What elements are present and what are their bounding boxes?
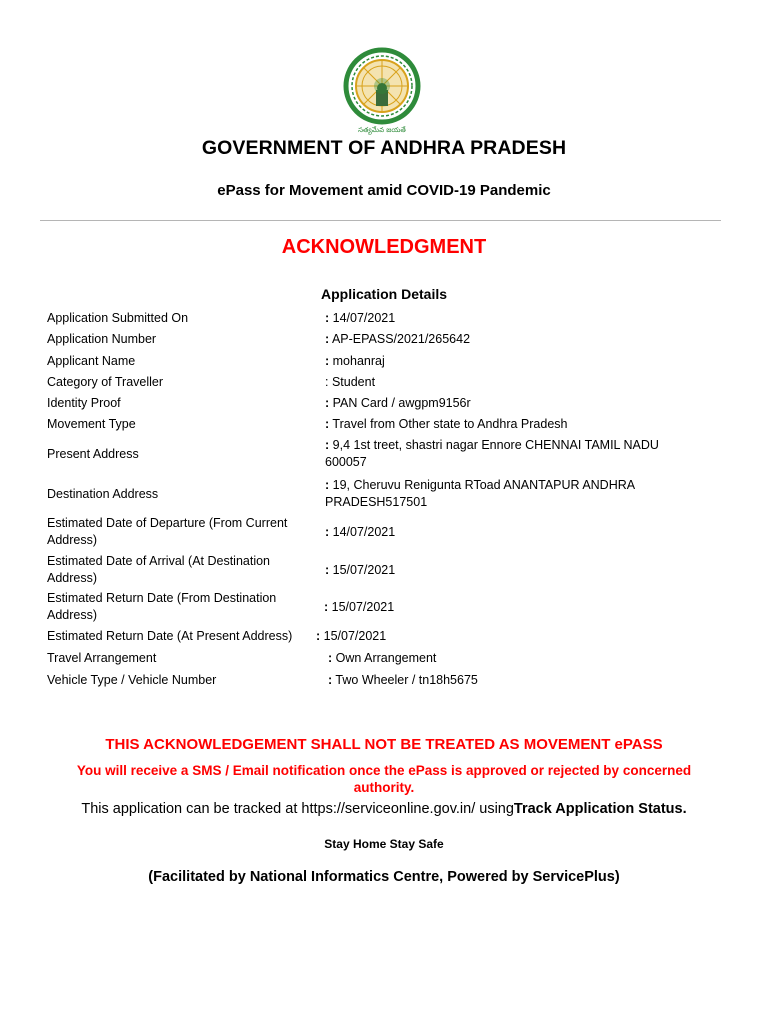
detail-label: Movement Type: [47, 417, 136, 431]
detail-label: Application Number: [47, 332, 157, 346]
detail-value: : Two Wheeler / tn18h5675: [328, 673, 478, 687]
andhra-pradesh-emblem-icon: [342, 46, 422, 136]
detail-value: : 19, Cheruvu Renigunta RToad ANANTAPUR ANDHRA PRADESH517501: [325, 478, 635, 509]
detail-label: Present Address: [47, 447, 139, 461]
track-prefix: This application can be tracked at https://serviceonline.gov.in/ using: [81, 801, 514, 817]
detail-label: Estimated Date of Departure (From Current Address): [47, 516, 288, 547]
detail-value: : 14/07/2021: [325, 525, 396, 539]
not-epass-warning: THIS ACKNOWLEDGEMENT SHALL NOT BE TREATED AS MOVEMENT ePASS: [105, 736, 663, 753]
facilitated-by-text: (Facilitated by National Informatics Centre, Powered by ServicePlus): [148, 869, 620, 885]
detail-label: Vehicle Type / Vehicle Number: [47, 673, 217, 687]
detail-label: Category of Traveller: [47, 375, 164, 389]
detail-value: : 15/07/2021: [325, 563, 396, 577]
detail-label: Estimated Return Date (At Present Address): [47, 629, 293, 643]
detail-label: Application Submitted On: [47, 311, 189, 325]
detail-value: : Travel from Other state to Andhra Pradesh: [325, 417, 568, 431]
application-details-heading: Application Details: [320, 286, 448, 302]
detail-value: : AP-EPASS/2021/265642: [325, 332, 471, 346]
detail-label: Travel Arrangement: [47, 651, 157, 665]
detail-label: Destination Address: [47, 487, 159, 501]
government-title: GOVERNMENT OF ANDHRA PRADESH: [201, 137, 567, 159]
acknowledgment-title: ACKNOWLEDGMENT: [281, 236, 487, 258]
sms-email-notice: You will receive a SMS / Email notification once the ePass is approved or rejected by concerned authority.: [76, 763, 692, 795]
detail-value: : Student: [325, 375, 376, 389]
detail-value: : mohanraj: [325, 354, 385, 368]
detail-value: : Own Arrangement: [328, 651, 437, 665]
detail-label: Estimated Return Date (From Destination Address): [47, 591, 277, 622]
detail-label: Applicant Name: [47, 354, 136, 368]
track-application-text: [0, 801, 768, 817]
stay-home-text: Stay Home Stay Safe: [324, 837, 444, 851]
detail-value: : 9,4 1st treet, shastri nagar Ennore CHENNAI TAMIL NADU 600057: [325, 438, 659, 469]
detail-value: : 14/07/2021: [325, 311, 396, 325]
detail-label: Identity Proof: [47, 396, 121, 410]
page-subtitle: ePass for Movement amid COVID-19 Pandemic: [217, 182, 551, 199]
header-divider: [40, 220, 721, 221]
emblem-motto: సత్యమేవ జయతే: [358, 126, 406, 134]
detail-value: : 15/07/2021: [324, 600, 395, 614]
track-application-status: Track Application Status.: [513, 801, 687, 817]
detail-value: : PAN Card / awgpm9156r: [325, 396, 471, 410]
detail-label: Estimated Date of Arrival (At Destination Address): [47, 554, 271, 585]
detail-value: : 15/07/2021: [316, 629, 387, 643]
